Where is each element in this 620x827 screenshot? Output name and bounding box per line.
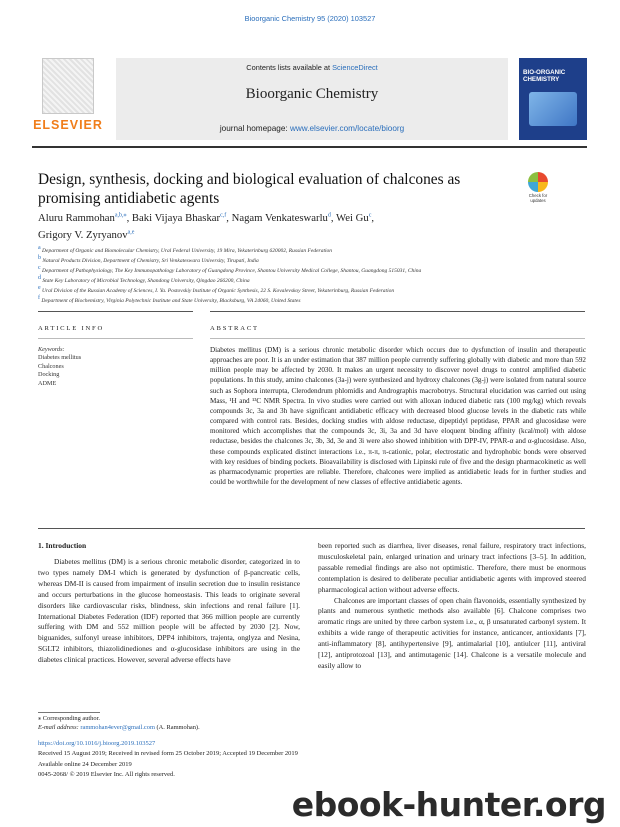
received-dates: Received 15 August 2019; Received in revised form 25 October 2019; Accepted 19 December 2019 [38, 750, 298, 758]
author-affiliation-marker[interactable]: c [368, 212, 372, 219]
article-info-heading: ARTICLE INFO [38, 325, 105, 332]
homepage-link[interactable]: www.elsevier.com/locate/bioorg [289, 124, 405, 133]
cover-title: BIO-ORGANIC CHEMISTRY [523, 69, 566, 83]
email-label: E-mail address: [38, 724, 81, 732]
body-divider [38, 528, 585, 529]
affiliation-text: Department of Pathophysiology, The Key Immunopathology Laboratory of Guangdong Province, Shantou University Medical College, Shantou, Guangdong 515031, China [42, 267, 422, 274]
author-name[interactable]: Baki Vijaya Bhaskar [131, 212, 221, 224]
cover-image [529, 92, 577, 126]
journal-cover-thumbnail[interactable] [519, 58, 587, 140]
corresponding-author-note: ⁎ Corresponding author. [38, 715, 100, 722]
abstract-heading: ABSTRACT [210, 325, 259, 332]
author-name[interactable]: Grigory V. Zyryanov [38, 229, 128, 241]
affiliation-list [38, 247, 558, 306]
affiliation-item [38, 257, 558, 267]
watermark-text: ebook-hunter.org [291, 785, 606, 824]
affiliation-key: d [38, 274, 41, 281]
body-paragraph: Diabetes mellitus (DM) is a serious chronic metabolic disorder, categorized in to two types namely DM-I which is generated by dysfunction of β-pancreatic cells, whereas DM-II is caused from impairment of insulin secretion due to insulin resistance and occurs perturbations in the glucose homeostasis. This leads to originate several disorders like cardiovascular risks, blindness, skin infections and renal failure [1]. International Diabetes Federation (IDF) reported that 366 million people are currently suffering with DM and 552 million people will be affected by 2030 [2]. Now, biguanides, sulfonyl urease inhibitors, DPP4 inhibitors, trajenta, onglyza and Nesina, SGLT2 inhibitors, thiazolidinediones and α-glucosidase inhibitors are using in the diabetes clinical practices. However, several adverse effects have [38, 557, 300, 665]
affiliation-item [38, 247, 558, 257]
homepage-prefix: journal homepage: [219, 124, 290, 133]
author-name[interactable]: Wei Gu [336, 212, 369, 224]
affiliation-text: Department of Organic and Biomolecular Chemistry, Ural Federal University, 19 Mira, Yekaterinburg 620002, Russian Federation [42, 248, 332, 254]
body-paragraph: Chalcones are important classes of open chain flavonoids, essentially synthesized by plants and numerous synthetic methods also available [6]. Chalcone comprises two aromatic rings are united by three carbon system i.e., α, β unsaturated carbonyl system. It exhibits a wide range of therapeutic activities for instance, anticancer, antioxidants [7], anti-inflammatory [8], antihypertensive [9], antimalarial [10], antiulcer [11], antiviral [12], antiprotozoal [13], and antimutagenic [14]. Chalcone is a versatile molecule and easily allow to [318, 595, 586, 670]
homepage-line [116, 124, 508, 133]
affiliation-item [38, 284, 558, 297]
affiliation-item [38, 264, 558, 277]
contents-line [116, 63, 508, 72]
keyword: ADME [38, 379, 57, 387]
email-link[interactable]: rammohan4ever@gmail.com [80, 724, 155, 732]
affiliation-key: f [38, 294, 40, 301]
keyword: Docking [38, 371, 60, 379]
publication-info [38, 739, 388, 781]
crossmark-button[interactable] [523, 172, 553, 206]
affiliation-item [38, 274, 558, 287]
crossmark-label: Check for updates [528, 193, 548, 203]
author-name[interactable]: Nagam Venkateswarlu [231, 212, 328, 224]
author-list: Aluru Rammohan$^{a,b,⁎}$, Baki Vijaya Bhaskar$^{c,f}$, Nagam Venkateswarlu$^d$, Wei Gu$^c$, Grigory V. Zyryanov$^{a,e}$ [38, 212, 375, 241]
body-paragraph: been reported such as diarrhea, liver diseases, renal failure, respiratory tract infections, musculoskeletal pain, enlarged urination and urinary tract infections [3–5]. In addition, passable remedial findings are also not optimistic. Therefore, there must be enormous contemplation is desired to deliberate peculiar antidiabetic agents with improved steered pharmacological action without adverse effects. [318, 541, 586, 594]
abstract-text: Diabetes mellitus (DM) is a serious chronic metabolic disorder which occurs due to dysfunction of insulin and therapeutic approaches are poor. It is an under estimation that 387 million people currently suffering globally with diabetic and more than 592 million people may be affected by 2030. It makes an urgent necessity to discover novel drugs to control amplified diabetic populations. In this study, amino chalcones (3a-j) were synthesized and hydroxy chalcones (3g-j) were isolated from natural source such as Sophora interrupta, Clerodendrum phlomidis and Andrographis macrobotrys. Structural elucidation was carried out using Mass, ¹H and ¹³C NMR Spectra. In vivo studies were carried out with alloxan induced diabetic rats (100 mg/kg) which reveals compounds 3c, 3a and 3h have significant antidiabetic efficacy with decreased blood glucose levels in the diabetic rats while compared with control rats. Besides, docking studies with aldose reductase, dipeptidyl peptidase, PPAR and glucosidase were monitored which accomplishes that the compounds 3c, 3i, 3a and 3d have eloquent binding affinity (kcal/mol) with aldose reductase, besides the chalcones 3c, 3b, 3d, 3e and 3i were also showed inhibition with DPP-IV, PPAR-α and α-glucosidase. Also, these compounds explicated distinct interactions i.e., π-π, π-cationic, polar, electrostatic and hydrophobic bonds were observed with key residues of binding pockets. Bioavailability is disclosed with Lipinski rule of five and the design pharmacokinetic as well as pharmacodynamic properties are reliable. Therefore, chalcones were implied as antidiabetic leads for in further studies and could be worthwhile for the development of new classes of effective antidiabetic agents. [210, 346, 586, 487]
copyright: 0045-2068/ © 2019 Elsevier Inc. All rights reserved. [38, 771, 175, 779]
header-divider [32, 146, 587, 148]
author-name[interactable]: Aluru Rammohan [38, 212, 115, 224]
affiliation-item [38, 294, 558, 307]
abstract-top-rule [210, 311, 585, 312]
doi-link[interactable]: https://doi.org/10.1016/j.bioorg.2019.103527 [38, 740, 156, 747]
article-title: Design, synthesis, docking and biological evaluation of chalcones as promising antidiabetic agents [38, 171, 461, 207]
affiliation-text: Department of Biochemistry, Virginia Polytechnic Institute and State University, Blacksburg, VA 24060, United States [41, 297, 301, 304]
email-line [38, 723, 338, 732]
affiliation-key: c [38, 264, 41, 271]
sciencedirect-link[interactable]: ScienceDirect [332, 63, 378, 72]
body-column-right [318, 541, 586, 672]
journal-citation[interactable]: Bioorganic Chemistry 95 (2020) 103527 [244, 14, 376, 23]
affiliation-key: a [38, 245, 41, 252]
crossmark-icon [528, 172, 548, 192]
section-heading-introduction: 1. Introduction [38, 541, 87, 550]
elsevier-wordmark: ELSEVIER [33, 118, 103, 132]
journal-name: Bioorganic Chemistry [245, 86, 379, 102]
author-affiliation-marker[interactable]: d [327, 212, 331, 219]
abstract-rule [210, 338, 585, 339]
article-info-rule [38, 338, 193, 339]
article-info-top-rule [38, 311, 193, 312]
footnote [38, 714, 338, 732]
keyword: Diabetes mellitus [38, 354, 82, 361]
keywords-list [38, 354, 81, 388]
email-suffix: (A. Rammohan). [154, 724, 200, 732]
affiliation-text: State Key Laboratory of Microbial Technology, Shandong University, Qingdao 266200, China [42, 277, 250, 284]
available-online: Available online 24 December 2019 [38, 760, 132, 768]
body-column-left [38, 557, 300, 666]
author-affiliation-marker[interactable]: c,f [220, 212, 227, 219]
author-affiliation-marker[interactable]: a,b,⁎ [114, 212, 127, 219]
affiliation-key: b [38, 255, 41, 262]
author-affiliation-marker[interactable]: a,e [127, 229, 135, 236]
contents-prefix: Contents lists available at [246, 63, 333, 72]
affiliation-key: e [38, 284, 41, 291]
affiliation-text: Ural Division of the Russian Academy of Sciences, I. Ya. Postovskiy Institute of Organic Synthesis, 22 S. Kovalevskoy Street, Yekaterinburg, Russian Federation [42, 287, 395, 294]
elsevier-logo [32, 58, 104, 134]
keywords-label: Keywords: [38, 346, 65, 353]
footnote-rule [38, 712, 100, 713]
affiliation-text: Natural Products Division, Department of Chemistry, Sri Venkateswara University, Tirupati, India [42, 257, 259, 264]
elsevier-tree-icon [42, 58, 94, 114]
keyword: Chalcones [38, 362, 64, 370]
